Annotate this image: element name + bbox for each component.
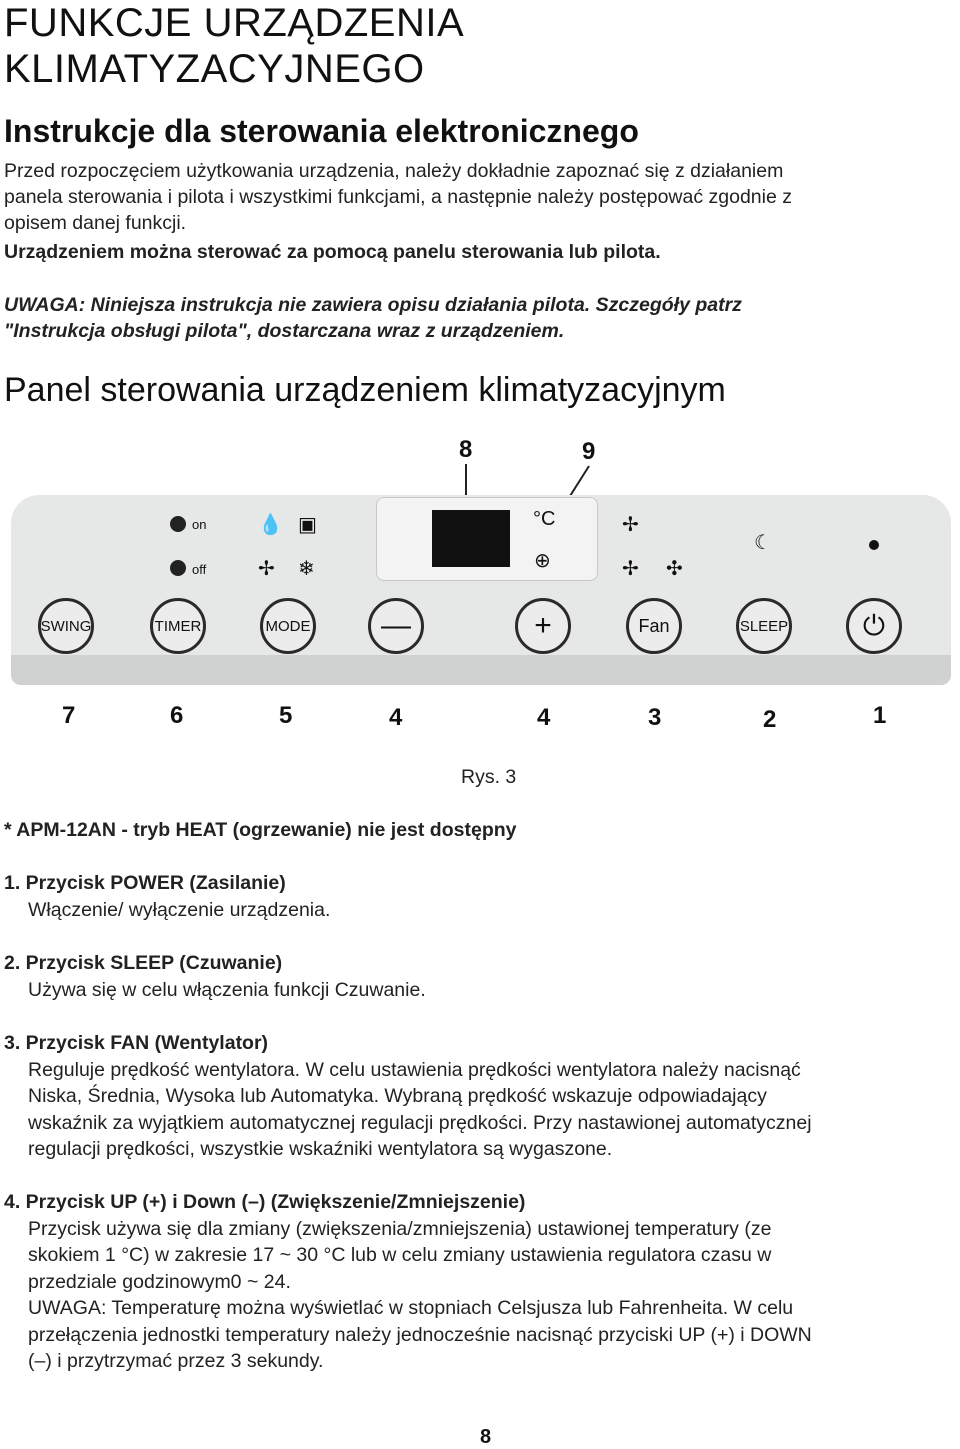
- item-4: [4, 1189, 960, 1375]
- fahrenheit-lock-icon: ⊕: [534, 550, 551, 572]
- item-1-line-1: Włączenie/ wyłączenie urządzenia.: [28, 898, 331, 921]
- dry-mode-drop-icon: 💧: [258, 514, 283, 536]
- item-4-line-6: (–) i przytrzymać przez 3 sekundy.: [28, 1350, 324, 1372]
- item-2-line-1: Używa się w celu włączenia funkcji Czuwanie.: [28, 978, 426, 1001]
- timer-off-label: off: [192, 562, 207, 577]
- callout-lines: [0, 0, 960, 560]
- item-3-line-4: regulacji prędkości, wszystkie wskaźniki wentylatora są wygaszone.: [28, 1138, 613, 1160]
- fan-medium-icon: ✢: [622, 558, 639, 580]
- footnote: * APM-12AN - tryb HEAT (ogrzewanie) nie jest dostępny: [4, 819, 517, 841]
- heat-mode-icon: ▣: [298, 514, 317, 536]
- up-button[interactable]: +: [515, 598, 571, 654]
- power-indicator-dot: [869, 540, 879, 550]
- cool-mode-snowflake-icon: ❄: [298, 558, 315, 580]
- item-3: [4, 1030, 960, 1163]
- intro-line-2: panela sterowania i pilota i wszystkimi funkcjami, a następnie należy postępować zgodnie z: [4, 186, 792, 208]
- item-3-line-3: wskaźnik za wyjątkiem automatycznej regulacji prędkości. Przy nastawionej automatycznej: [28, 1111, 812, 1134]
- figure-label-6: 6: [170, 702, 184, 729]
- figure-label-7: 7: [62, 702, 76, 729]
- title-line-2: KLIMATYZACYJNEGO: [4, 47, 425, 91]
- timer-on-led-icon: [170, 516, 186, 532]
- mode-button[interactable]: MODE: [260, 598, 316, 654]
- item-4-line-5: przełączenia jednostki temperatury należy jednocześnie nacisnąć przyciski UP (+) i DOWN: [28, 1323, 812, 1346]
- item-2-heading: 2. Przycisk SLEEP (Czuwanie): [4, 952, 283, 974]
- figure-label-4b: 4: [537, 704, 551, 731]
- power-button-icon[interactable]: ⏻: [846, 598, 902, 654]
- sleep-button[interactable]: SLEEP: [736, 598, 792, 654]
- swing-button[interactable]: SWING: [38, 598, 94, 654]
- figure-label-2: 2: [763, 706, 777, 733]
- celsius-indicator: °C: [533, 508, 556, 530]
- figure-label-1: 1: [873, 702, 887, 729]
- item-4-line-4: UWAGA: Temperaturę można wyświetlać w stopniach Celsjusza lub Fahrenheita. W celu: [28, 1297, 794, 1319]
- intro-bold-line: Urządzeniem można sterować za pomocą panelu sterowania lub pilota.: [4, 241, 661, 263]
- note-line-1: UWAGA: Niniejsza instrukcja nie zawiera opisu działania pilota. Szczegóły patrz: [4, 294, 742, 316]
- lcd-screen: [432, 510, 510, 567]
- item-4-line-3: przedziale godzinowym0 ~ 24.: [28, 1270, 291, 1293]
- item-1-heading: 1. Przycisk POWER (Zasilanie): [4, 872, 286, 894]
- page-number: 8: [480, 1426, 492, 1448]
- item-2: [4, 950, 960, 1003]
- note-line-2: "Instrukcja obsługi pilota", dostarczana wraz z urządzeniem.: [4, 320, 565, 342]
- item-3-heading: 3. Przycisk FAN (Wentylator): [4, 1032, 269, 1054]
- figure-caption: Rys. 3: [461, 766, 517, 788]
- section-subtitle: Instrukcje dla sterowania elektronicznego: [4, 113, 639, 149]
- timer-button[interactable]: TIMER: [150, 598, 206, 654]
- title-line-1: FUNKCJE URZĄDZENIA: [4, 1, 465, 45]
- item-4-heading: 4. Przycisk UP (+) i Down (–) (Zwiększenie/Zmniejszenie): [4, 1191, 526, 1213]
- intro-line-1: Przed rozpoczęciem użytkowania urządzenia, należy dokładnie zapoznać się z działaniem: [4, 160, 784, 182]
- item-1: [4, 870, 960, 923]
- figure-label-8: 8: [459, 436, 473, 463]
- control-panel-shadow: [11, 655, 951, 685]
- item-4-line-1: Przycisk używa się dla zmiany (zwiększenia/zmniejszenia) ustawionej temperatury (ze: [28, 1217, 772, 1240]
- item-3-line-2: Niska, Średnia, Wysoka lub Automatyka. Wybraną prędkość wskazuje odpowiadający: [28, 1085, 767, 1107]
- figure-label-9: 9: [582, 438, 596, 465]
- timer-off-led-icon: [170, 560, 186, 576]
- fan-button[interactable]: Fan: [626, 598, 682, 654]
- figure-label-3: 3: [648, 704, 662, 731]
- item-3-line-1: Reguluje prędkość wentylatora. W celu ustawienia prędkości wentylatora należy nacisnąć: [28, 1058, 801, 1081]
- timer-on-label: on: [192, 517, 207, 532]
- fan-mode-icon: ✢: [258, 558, 275, 580]
- down-button[interactable]: —: [368, 598, 424, 654]
- figure-label-5: 5: [279, 702, 293, 729]
- item-4-line-2: skokiem 1 °C) w zakresie 17 ~ 30 °C lub w celu zmiany ustawienia regulatora czasu w: [28, 1244, 772, 1266]
- fan-low-icon: ✣: [666, 558, 683, 580]
- fan-high-icon: ✢: [622, 514, 639, 536]
- figure-label-4a: 4: [389, 704, 403, 731]
- sleep-moon-icon: ☾: [754, 532, 772, 554]
- intro-line-3: opisem danej funkcji.: [4, 212, 187, 234]
- panel-heading: Panel sterowania urządzeniem klimatyzacyjnym: [4, 371, 726, 409]
